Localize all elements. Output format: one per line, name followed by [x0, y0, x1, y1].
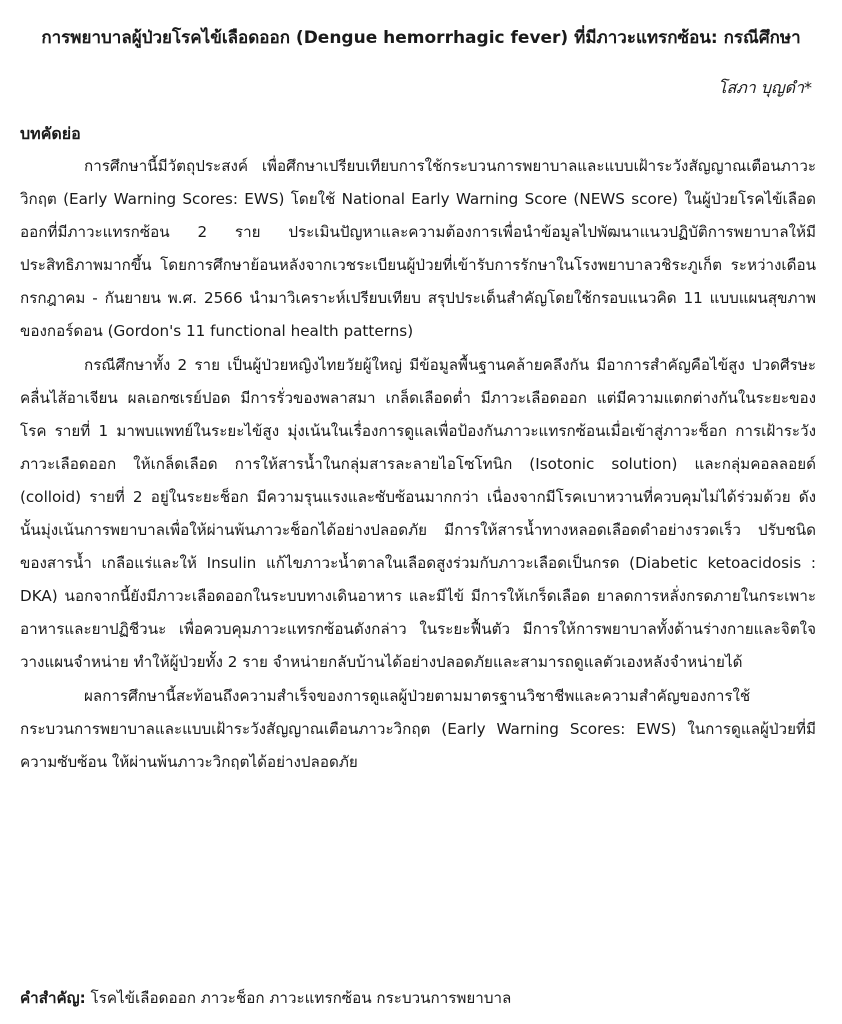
- abstract-body: [20, 150, 816, 779]
- keywords-text: โรคไข้เลือดออก ภาวะช็อก ภาวะแทรกซ้อน กระบวนการพยาบาล: [90, 989, 512, 1007]
- abstract-paragraph-cases: กรณีศึกษาทั้ง 2 ราย เป็นผู้ป่วยหญิงไทยวัยผู้ใหญ่ มีข้อมูลพื้นฐานคล้ายคลึงกัน มีอาการสำคัญคือไข้สูง ปวดศีรษะ คลื่นไส้อาเจียน ผลเอกซเรย์ปอด มีการรั่วของพลาสมา เกล็ดเลือดต่ำ มีภาวะเลือดออก แต่มีความแตกต่างกันในระยะของโรค รายที่ 1 มาพบแพทย์ในระยะไข้สูง มุ่งเน้นในเรื่องการดูแลเพื่อป้องกันภาวะแทรกซ้อนเมื่อเข้าสู่ภาวะช็อก การเฝ้าระวังภาวะเลือดออก ให้เกล็ดเลือด การให้สารน้ำในกลุ่มสารละลายไอโซโทนิก (Isotonic solution) และกลุ่มคอลลอยด์ (colloid) รายที่ 2 อยู่ในระยะช็อก มีความรุนแรงและซับซ้อนมากกว่า เนื่องจากมีโรคเบาหวานที่ควบคุมไม่ได้ร่วมด้วย ดังนั้นมุ่งเน้นการพยาบาลเพื่อให้ผ่านพ้นภาวะช็อกได้อย่างปลอดภัย มีการให้สารน้ำทางหลอดเลือดดำอย่างรวดเร็ว ปรับชนิดของสารน้ำ เกลือแร่และให้ Insulin แก้ไขภาวะน้ำตาลในเลือดสูงร่วมกับภาวะเลือดเป็นกรด (Diabetic ketoacidosis : DKA) นอกจากนี้ยังมีภาวะเลือดออกในระบบทางเดินอาหาร และมีไข้ มีการให้เกร็ดเลือด ยาลดการหลั่งกรดภายในกระเพาะอาหารและยาปฏิชีวนะ เพื่อควบคุมภาวะแทรกซ้อนดังกล่าว ในระยะฟื้นตัว มีการให้การพยาบาลทั้งด้านร่างกายและจิตใจ วางแผนจำหน่าย ทำให้ผู้ป่วยทั้ง 2 ราย จำหน่ายกลับบ้านได้อย่างปลอดภัยและสามารถดูแลตัวเองหลังจำหน่ายได้: [20, 355, 816, 672]
- abstract-paragraph-conclusion: ผลการศึกษานี้สะท้อนถึงความสำเร็จของการดูแลผู้ป่วยตามมาตรฐานวิชาชีพและความสำคัญของการใช้กระบวนการพยาบาลและแบบเฝ้าระวังสัญญาณเตือนภาวะวิกฤต (Early Warning Scores: EWS) ในการดูแลผู้ป่วยที่มีความซับซ้อน ให้ผ่านพ้นภาวะวิกฤตได้อย่างปลอดภัย: [20, 686, 816, 771]
- keywords-line: [20, 986, 511, 1010]
- document-title: การพยาบาลผู้ป่วยโรคไข้เลือดออก (Dengue hemorrhagic fever) ที่มีภาวะแทรกซ้อน: กรณีศึกษา: [41, 28, 801, 48]
- abstract-heading: บทคัดย่อ: [20, 124, 81, 143]
- abstract-paragraph-objective: การศึกษานี้มีวัตถุประสงค์ เพื่อศึกษาเปรียบเทียบการใช้กระบวนการพยาบาลและแบบเฝ้าระวังสัญญาณเตือนภาวะวิกฤต (Early Warning Scores: EWS) โดยใช้ National Early Warning Score (NEWS score) ในผู้ป่วยโรคไข้เลือดออกที่มีภาวะแทรกซ้อน 2 ราย ประเมินปัญหาและความต้องการเพื่อนำข้อมูลไปพัฒนาแนวปฏิบัติการพยาบาลให้มีประสิทธิภาพมากขึ้น โดยการศึกษาย้อนหลังจากเวชระเบียนผู้ป่วยที่เข้ารับการรักษาในโรงพยาบาลวชิระภูเก็ต ระหว่างเดือนกรกฎาคม - กันยายน พ.ศ. 2566 นำมาวิเคราะห์เปรียบเทียบ สรุปประเด็นสำคัญโดยใช้กรอบแนวคิด 11 แบบแผนสุขภาพของกอร์ดอน (Gordon's 11 functional health patterns): [20, 157, 816, 341]
- author-name: โสภา บุญดำ*: [717, 78, 812, 97]
- keywords-label: คำสำคัญ:: [20, 989, 86, 1007]
